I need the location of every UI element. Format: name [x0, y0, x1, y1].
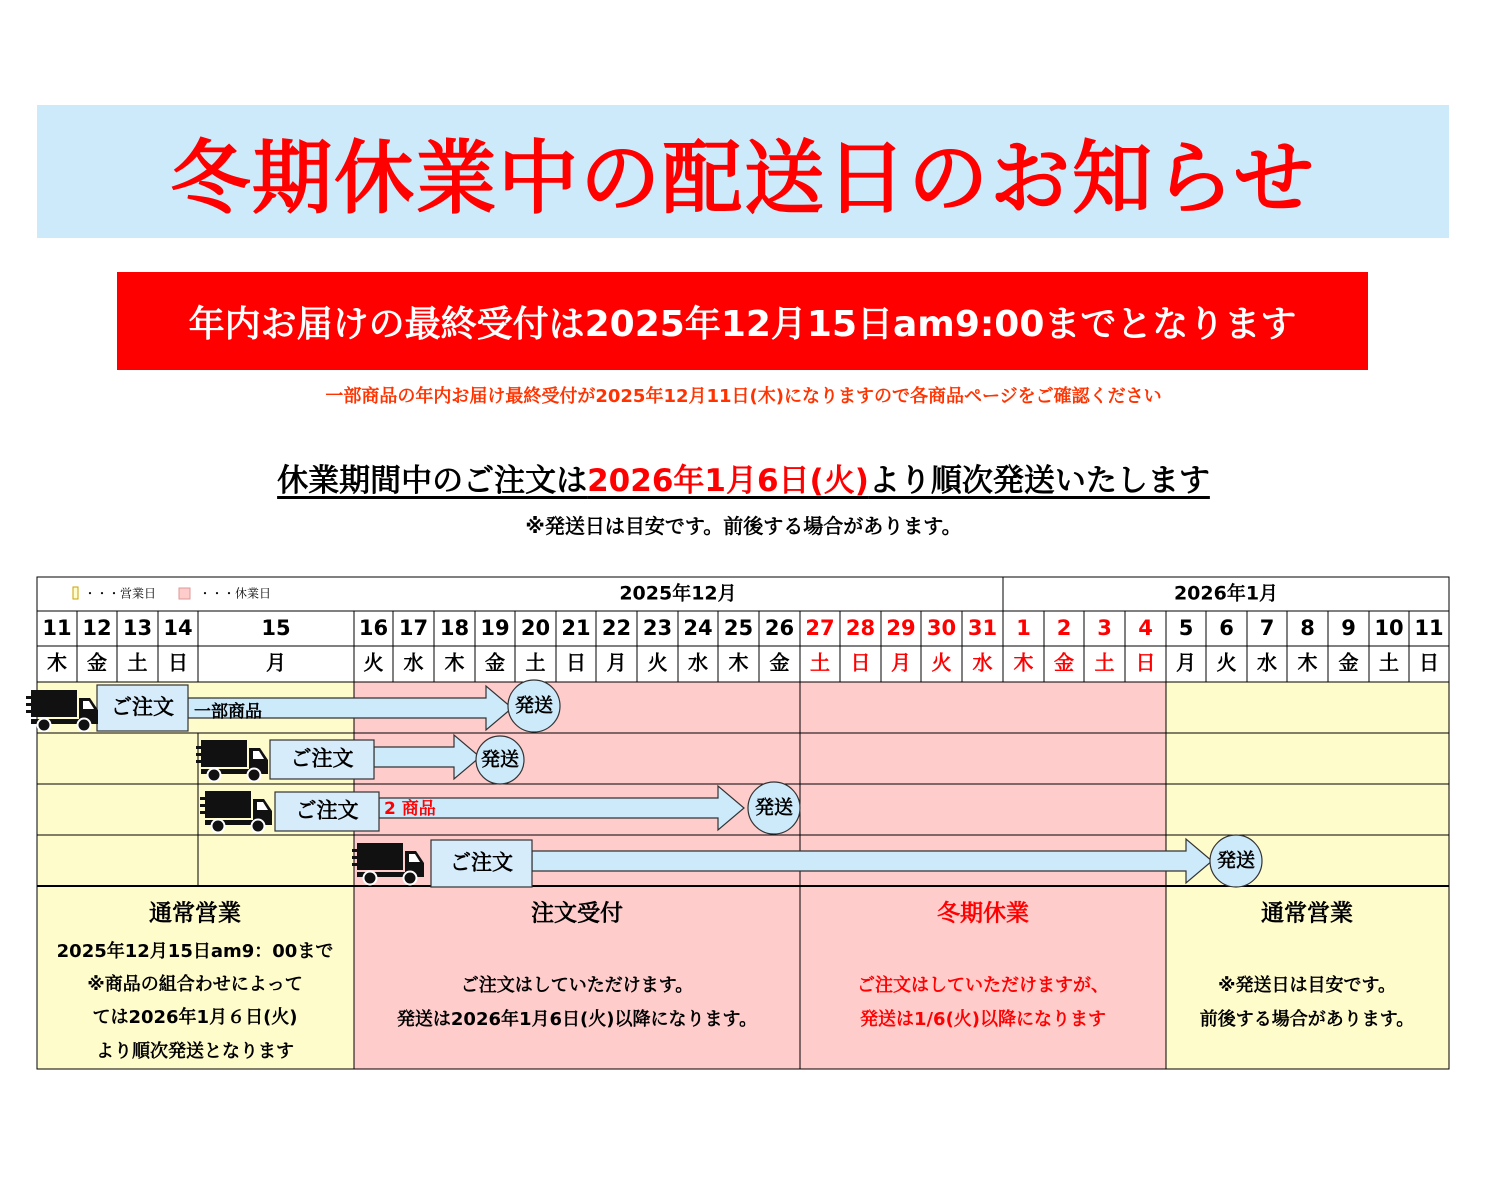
month-title-jan: 2026年1月	[1173, 582, 1279, 605]
truck-speed-line	[26, 696, 40, 699]
weekday-label: 日	[168, 650, 188, 675]
weekday-label: 木	[1297, 650, 1318, 675]
weekday-label: 金	[87, 650, 107, 675]
day-number: 6	[1219, 616, 1234, 640]
legend-business-label: ・・・営業日	[84, 586, 157, 601]
weekday-label: 月	[266, 650, 286, 675]
period-title: 注文受付	[531, 900, 623, 927]
truck-wheel	[38, 719, 51, 732]
truck-speed-line	[196, 760, 202, 763]
weekday-label: 月	[606, 650, 627, 675]
truck-wheel	[248, 769, 261, 782]
truck-wheel	[404, 872, 417, 885]
weekday-label: 土	[1379, 650, 1399, 675]
day-number: 4	[1138, 616, 1153, 640]
period-description-line: 前後する場合があります。	[1199, 1009, 1415, 1030]
order-label: ご注文	[111, 695, 174, 719]
truck-speed-line	[352, 856, 362, 859]
legend-holiday-swatch	[179, 588, 190, 599]
day-number: 19	[480, 616, 510, 640]
day-number: 11	[1414, 616, 1444, 640]
weekday-label: 日	[1135, 650, 1156, 675]
weekday-label: 金	[485, 650, 505, 675]
product-note: 2 商品	[384, 799, 436, 819]
period-title: 冬期休業	[937, 900, 1029, 927]
weekday-label: 木	[444, 650, 465, 675]
truck-speed-line	[200, 811, 206, 814]
weekday-label: 日	[566, 650, 586, 675]
day-number: 27	[805, 616, 835, 640]
sub-note: 一部商品の年内お届け最終受付が2025年12月11日(木)になりますので各商品ページをご確認ください	[325, 386, 1162, 407]
truck-wheel	[252, 820, 265, 833]
day-number: 11	[42, 616, 72, 640]
truck-cargo	[357, 843, 403, 870]
day-number: 14	[163, 616, 193, 640]
period-description-line: 発送は2026年1月6日(火)以降になります。	[396, 1009, 758, 1030]
truck-cargo	[201, 740, 247, 767]
headline-date: 2026年1月6日(火)	[587, 463, 869, 499]
weekday-label: 水	[403, 650, 424, 675]
truck-speed-line	[352, 863, 358, 866]
truck-wheel	[364, 872, 377, 885]
period-description-line: ※商品の組合わせによって	[87, 974, 303, 995]
truck-speed-line	[196, 753, 206, 756]
day-number: 13	[122, 616, 153, 640]
truck-speed-line	[26, 710, 32, 713]
deadline-text: 年内お届けの最終受付は2025年12月15日am9:00までとなります	[188, 303, 1297, 345]
day-number: 20	[520, 616, 551, 640]
day-number: 10	[1374, 616, 1404, 640]
day-number: 1	[1016, 616, 1031, 640]
weekday-label: 土	[127, 650, 148, 675]
weekday-label: 火	[931, 650, 952, 675]
headline-prefix: 休業期間中のご注文は	[277, 463, 588, 499]
period-description-line: ご注文はしていただけます。	[460, 975, 694, 996]
day-number: 18	[439, 616, 470, 640]
day-number: 31	[967, 616, 998, 640]
day-number: 26	[764, 616, 795, 640]
order-label: ご注文	[450, 850, 513, 875]
legend-business-swatch	[73, 587, 78, 599]
day-number: 21	[561, 616, 591, 640]
weekday-label: 木	[47, 650, 67, 675]
weekday-label: 日	[1419, 650, 1439, 675]
headline-suffix: より順次発送いたします	[868, 463, 1210, 499]
weekday-label: 水	[688, 650, 708, 675]
truck-wheel	[212, 820, 225, 833]
weekday-label: 火	[1216, 650, 1237, 675]
day-number: 22	[601, 616, 632, 640]
product-note: 一部商品	[194, 702, 262, 722]
day-number: 17	[398, 616, 429, 640]
day-number: 25	[723, 616, 754, 640]
day-number: 7	[1259, 616, 1275, 640]
weekday-label: 水	[1257, 650, 1277, 675]
day-number: 16	[358, 616, 389, 640]
day-number: 3	[1097, 616, 1112, 640]
day-number: 5	[1178, 616, 1194, 640]
day-number: 2	[1056, 616, 1072, 640]
truck-wheel	[78, 719, 91, 732]
truck-speed-line	[196, 746, 210, 749]
weekday-label: 月	[1176, 650, 1196, 675]
truck-wheel	[208, 769, 221, 782]
truck-cargo	[205, 791, 251, 818]
month-title-dec: 2025年12月	[619, 582, 737, 605]
ship-label: 発送	[1216, 849, 1256, 872]
truck-speed-line	[352, 849, 366, 852]
day-number: 15	[261, 616, 291, 640]
weekday-label: 土	[525, 650, 546, 675]
page-title: 冬期休業中の配送日のお知らせ	[170, 132, 1316, 225]
ship-label: 発送	[514, 694, 554, 717]
weekday-label: 木	[728, 650, 749, 675]
truck-cargo	[31, 690, 77, 717]
truck-speed-line	[200, 797, 214, 800]
day-number: 8	[1300, 616, 1315, 640]
period-description-line: 発送は1/6(火)以降になります	[859, 1009, 1107, 1030]
legend-holiday-label: ・・・休業日	[199, 586, 272, 601]
weekday-label: 日	[850, 650, 871, 675]
period-title: 通常営業	[149, 900, 241, 927]
weekday-label: 水	[972, 650, 993, 675]
weekday-label: 火	[647, 650, 668, 675]
day-number: 28	[845, 616, 876, 640]
day-number: 23	[642, 616, 673, 640]
ship-label: 発送	[480, 748, 520, 771]
weekday-label: 土	[810, 650, 830, 675]
day-number: 12	[82, 616, 112, 640]
weekday-label: 月	[891, 650, 911, 675]
weekday-label: 金	[769, 650, 790, 675]
truck-speed-line	[200, 804, 210, 807]
weekday-label: 土	[1094, 650, 1115, 675]
order-label: ご注文	[290, 746, 354, 771]
weekday-label: 金	[1338, 650, 1359, 675]
period-title: 通常営業	[1261, 900, 1353, 927]
weekday-label: 木	[1013, 650, 1034, 675]
period-description-line: 2025年12月15日am9：00まで	[56, 941, 334, 962]
weekday-label: 火	[363, 650, 384, 675]
day-number: 30	[926, 616, 957, 640]
period-description-line: ※発送日は目安です。	[1217, 975, 1397, 996]
truck-speed-line	[26, 703, 36, 706]
period-description-line: ご注文はしていただけますが、	[857, 975, 1109, 996]
caution-note: ※発送日は目安です。前後する場合があります。	[525, 514, 962, 538]
weekday-label: 金	[1054, 650, 1074, 675]
day-number: 24	[683, 616, 713, 640]
day-number: 29	[886, 616, 916, 640]
period-description-line: より順次発送となります	[96, 1041, 294, 1062]
period-description-line: ては2026年1月６日(火)	[92, 1007, 298, 1028]
order-label: ご注文	[295, 798, 359, 823]
ship-label: 発送	[754, 796, 794, 819]
day-number: 9	[1341, 616, 1356, 640]
